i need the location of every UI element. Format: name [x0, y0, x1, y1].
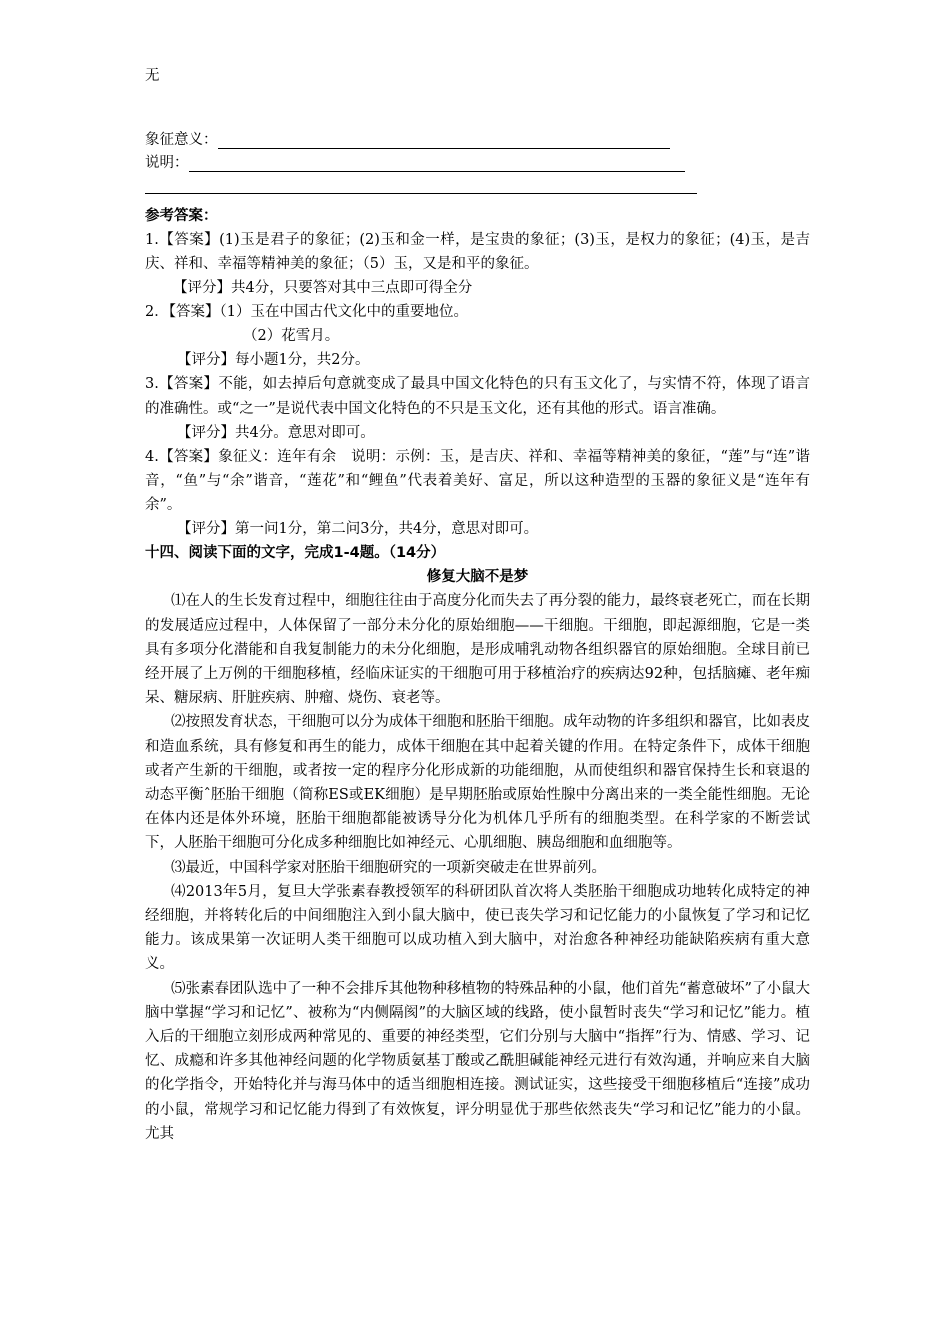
reference-answers-heading: 参考答案：: [145, 208, 218, 224]
symbol-meaning-label: 象征意义：: [145, 132, 218, 148]
answer-4: 4.【答案】象征义：连年有余 说明：示例：玉，是吉庆、祥和、幸福等精神美的象征，“莲”与“连”谐音，“鱼”与“余”谐音，“莲花”和“鲤鱼”代表着美好、富足，所以这种造型的玉器的象征义是“连年有余”。: [145, 448, 810, 514]
answer-3: 3.【答案】不能，如去掉后句意就变成了最具中国文化特色的只有玉文化了，与实情不符，体现了语言的准确性。或“之一”是说代表中国文化特色的不只是玉文化，还有其他的形式。语言准确。: [145, 376, 810, 417]
article-paragraph-2: ⑵按照发育状态，干细胞可以分为成体干细胞和胚胎干细胞。成年动物的许多组织和器官，比如表皮和造血系统，具有修复和再生的能力，成体干细胞在其中起着关键的作用。在特定条件下，成体干细胞或者产生新的干细胞，或者按一定的程序分化形成新的功能细胞，从而使组织和器官保持生长和衰退的动态平衡ˆ胚胎干细胞（简称ES或EK细胞）是早期胚胎或原始性腺中分离出来的一类全能性细胞。无论在体内还是体外环境，胚胎干细胞都能被诱导分化为机体几乎所有的细胞类型。在科学家的不断尝试下，人胚胎干细胞可分化成多种细胞比如神经元、心肌细胞、胰岛细胞和血细胞等。: [145, 714, 810, 852]
explanation-row: [145, 149, 810, 172]
article-title: 修复大脑不是梦: [426, 569, 529, 586]
answer-1: 1.【答案】(1)玉是君子的象征；(2)玉和金一样，是宝贵的象征；(3)玉，是权力的象征；(4)玉，是吉庆、祥和、幸福等精神美的象征；（5）玉，又是和平的象征。: [145, 232, 810, 273]
top-text: 无: [145, 68, 160, 84]
explanation-blank[interactable]: [189, 156, 685, 172]
section-14-heading: 十四、阅读下面的文字，完成1-4题。（14分）: [145, 545, 446, 562]
answer-1-score: 【评分】共4分，只要答对其中三点即可得全分: [173, 280, 473, 297]
article-paragraph-5: ⑸张素春团队选中了一种不会排斥其他物种移植物的特殊品种的小鼠，他们首先“蓄意破坏”了小鼠大脑中掌握“学习和记忆”、被称为“内侧隔阂”的大脑区域的线路，使小鼠暂时丧失“学习和记忆”能力。植入后的干细胞立刻形成两种常见的、重要的神经类型，它们分别与大脑中“指挥”行为、情感、学习、记忆、成瘾和许多其他神经问题的化学物质氨基丁酸或乙酰胆碱能神经元进行有效沟通，并响应来自大脑的化学指令，开始特化并与海马体中的适当细胞相连接。测试证实，这些接受干细胞移植后“连接”成功的小鼠，常规学习和记忆能力得到了有效恢复，评分明显优于那些依然丧失“学习和记忆”能力的小鼠。尤其: [145, 980, 810, 1142]
article-paragraph-3: ⑶最近，中国科学家对胚胎干细胞研究的一项新突破走在世界前列。: [171, 859, 606, 876]
explanation-blank-line-2[interactable]: [145, 192, 697, 194]
document-page: [145, 64, 810, 1146]
explanation-label: 说明：: [145, 155, 189, 171]
answer-4-score: 【评分】第一问1分，第二问3分，共4分，意思对即可。: [177, 521, 539, 538]
article-paragraph-1: ⑴在人的生长发育过程中，细胞往往由于高度分化而失去了再分裂的能力，最终衰老死亡，而在长期的发展适应过程中，人体保留了一部分未分化的原始细胞——干细胞。干细胞，即起源细胞，它是一类具有多项分化潜能和自我复制能力的未分化细胞，是形成哺乳动物各组织器官的原始细胞。全球目前已经开展了上万例的干细胞移植，经临床证实的干细胞可用于移植治疗的疾病达92种，包括脑瘫、老年痴呆、糖尿病、肝脏疾病、肿瘤、烧伤、衰老等。: [145, 593, 810, 707]
answer-3-score: 【评分】共4分。意思对即可。: [177, 424, 375, 441]
symbol-meaning-row: [145, 126, 810, 149]
answer-2-line-2: （2）花雪月。: [243, 328, 340, 345]
answer-2-score: 【评分】每小题1分，共2分。: [177, 352, 370, 369]
article-paragraph-4: ⑷2013年5月，复旦大学张素春教授领军的科研团队首次将人类胚胎干细胞成功地转化成特定的神经细胞，并将转化后的中间细胞注入到小鼠大脑中，使已丧失学习和记忆能力的小鼠恢复了学习和记忆能力。该成果第一次证明人类干细胞可以成功植入到大脑中，对治愈各种神经功能缺陷疾病有重大意义。: [145, 883, 810, 973]
symbol-meaning-blank[interactable]: [218, 133, 670, 149]
answer-2-line-1: 2．【答案】（1）玉在中国古代文化中的重要地位。: [145, 304, 468, 321]
